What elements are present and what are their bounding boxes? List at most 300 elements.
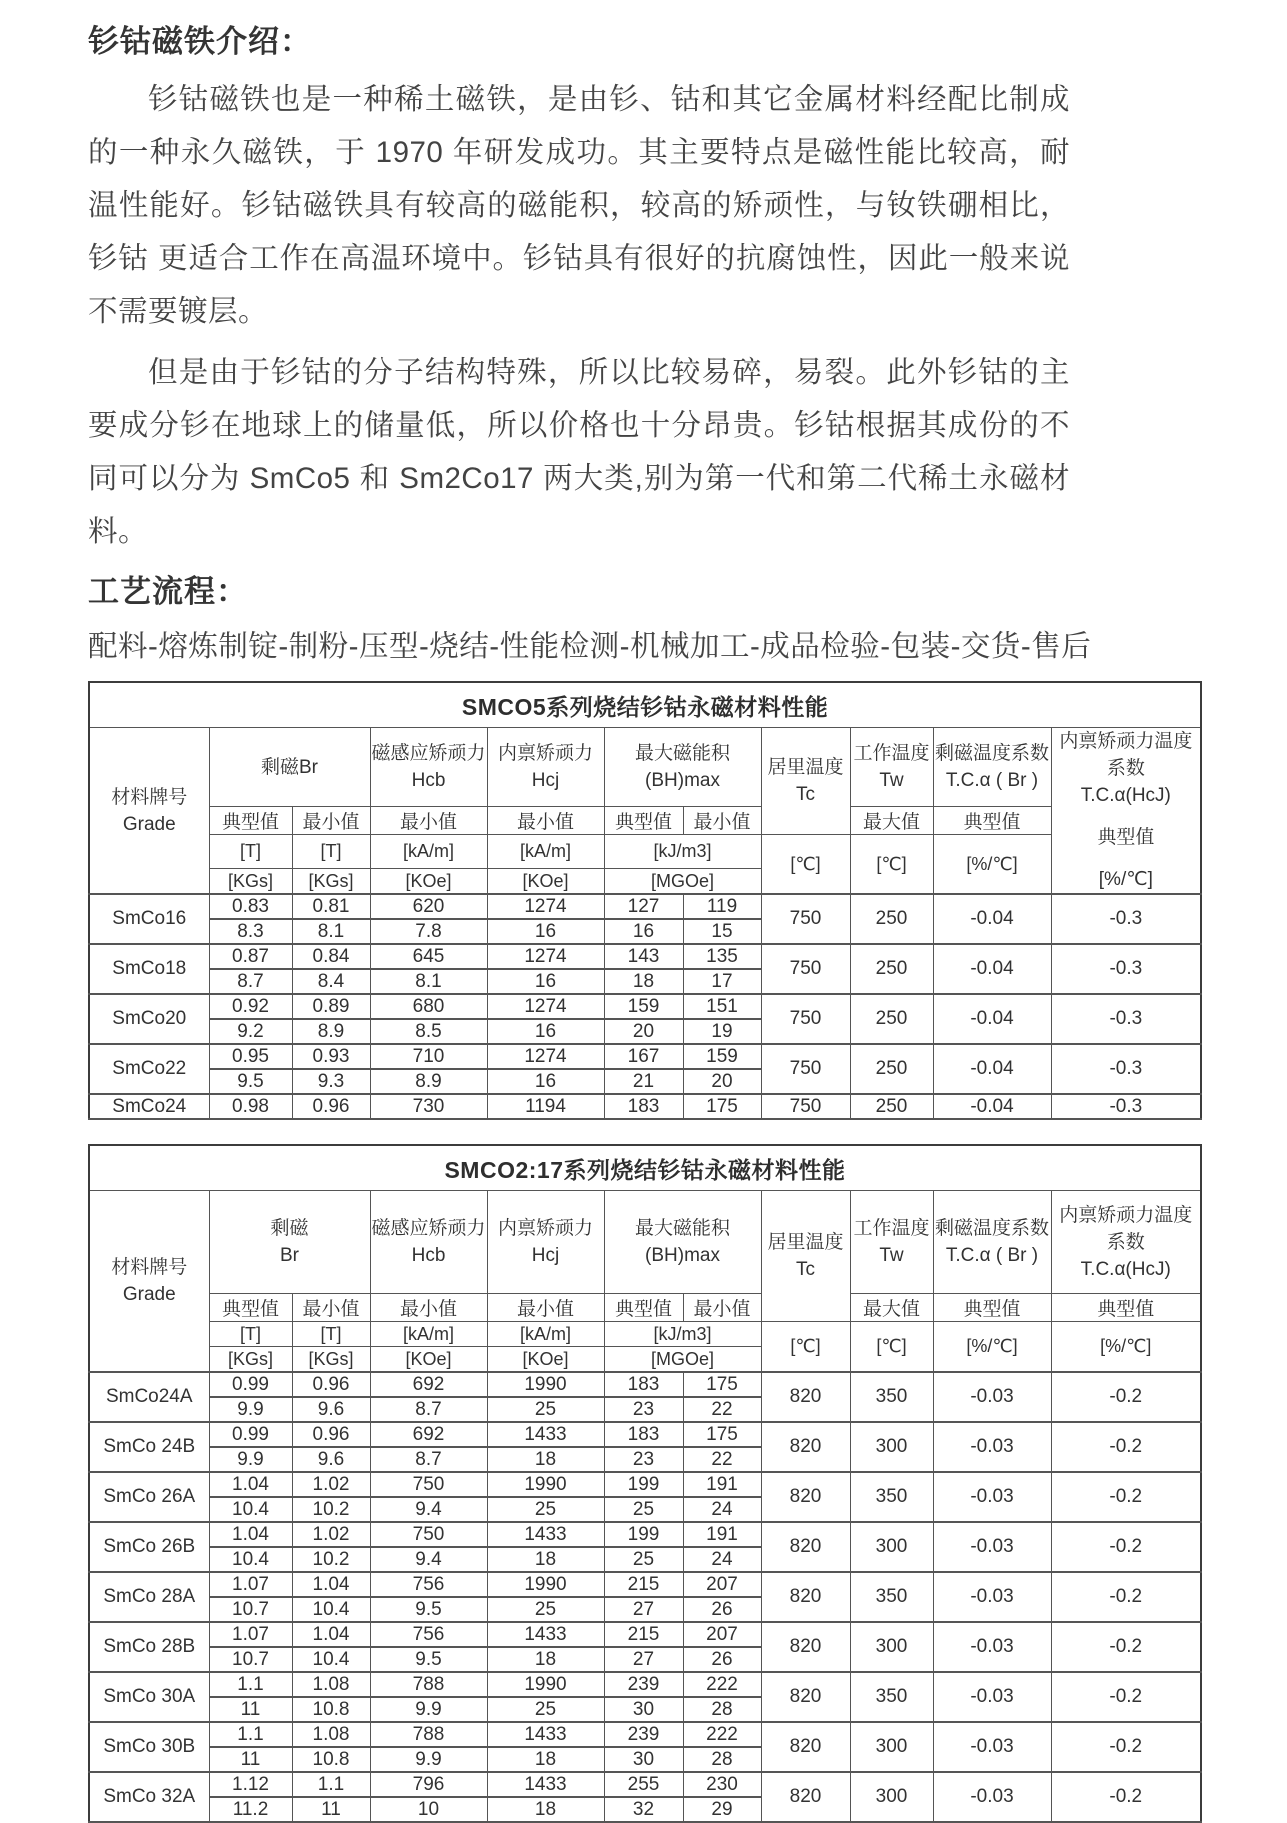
grade-cell: SmCo24A — [89, 1372, 209, 1422]
unit-cell: [kJ/m3] — [604, 835, 761, 869]
value-cell: 222 — [683, 1722, 761, 1747]
unit-cell: [MGOe] — [604, 869, 761, 895]
value-cell: 9.5 — [209, 1069, 292, 1094]
value-cell: -0.2 — [1051, 1622, 1201, 1672]
table-row — [89, 994, 1201, 1019]
header-grade — [89, 728, 209, 895]
subheader-cell: 典型值 — [1051, 1294, 1201, 1322]
value-cell: 16 — [487, 1069, 604, 1094]
value-cell: -0.04 — [933, 1094, 1051, 1119]
header-bhmax — [604, 728, 761, 807]
value-cell: 1433 — [487, 1522, 604, 1547]
value-cell: 26 — [683, 1597, 761, 1622]
value-cell: 0.89 — [292, 994, 370, 1019]
value-cell: 18 — [487, 1797, 604, 1822]
header-line: 工作温度 — [853, 743, 930, 764]
value-cell: 1.08 — [292, 1722, 370, 1747]
unit-row-si — [89, 835, 1201, 869]
header-line: 居里温度 — [767, 1232, 844, 1253]
value-cell: 167 — [604, 1044, 683, 1069]
value-cell: 1433 — [487, 1622, 604, 1647]
header-bhmax — [604, 1191, 761, 1294]
value-cell: -0.04 — [933, 944, 1051, 994]
header-hcb — [370, 1191, 487, 1294]
value-cell: -0.03 — [933, 1572, 1051, 1622]
value-cell: 0.81 — [292, 894, 370, 919]
unit-cell: [kA/m] — [487, 835, 604, 869]
header-hcj — [487, 1191, 604, 1294]
value-cell: -0.2 — [1051, 1422, 1201, 1472]
value-cell: 350 — [850, 1572, 933, 1622]
value-cell: -0.2 — [1051, 1722, 1201, 1772]
value-cell: 820 — [761, 1372, 850, 1422]
value-cell: 199 — [604, 1522, 683, 1547]
process-heading: 工艺流程： — [88, 574, 248, 609]
table-row — [89, 1472, 1201, 1497]
value-cell: 1990 — [487, 1572, 604, 1597]
value-cell: 0.99 — [209, 1422, 292, 1447]
header-line: Tw — [879, 1245, 904, 1266]
value-cell: 10.4 — [292, 1647, 370, 1672]
value-cell: 28 — [683, 1697, 761, 1722]
value-cell: 300 — [850, 1422, 933, 1472]
value-cell: 750 — [761, 944, 850, 994]
value-cell: 9.2 — [209, 1019, 292, 1044]
value-cell: 20 — [604, 1019, 683, 1044]
grade-cell: SmCo 24B — [89, 1422, 209, 1472]
value-cell: -0.3 — [1051, 994, 1201, 1044]
value-cell: 15 — [683, 919, 761, 944]
table-row — [89, 1422, 1201, 1447]
value-cell: 32 — [604, 1797, 683, 1822]
intro-paragraph-2: 但是由于钐钴的分子结构特殊，所以比较易碎，易裂。此外钐钴的主要成分钐在地球上的储量低，所以价格也十分昂贵。钐钴根据其成份的不同可以分为 SmCo5 和 Sm2Co17 两大类,别为第一代和第二代稀土永磁材料。 — [88, 356, 1070, 548]
value-cell: 0.96 — [292, 1422, 370, 1447]
value-cell: 1433 — [487, 1422, 604, 1447]
smco5-table — [88, 681, 1202, 1120]
value-cell: 796 — [370, 1772, 487, 1797]
subheader-cell: 典型值 — [604, 1294, 683, 1322]
value-cell: 175 — [683, 1094, 761, 1119]
table-gap — [88, 1120, 1200, 1144]
subheader-cell: 典型值 — [209, 1294, 292, 1322]
header-line: T.C.α(HcJ) — [1080, 785, 1171, 806]
value-cell: 1.1 — [209, 1722, 292, 1747]
grade-cell: SmCo 28B — [89, 1622, 209, 1672]
grade-cell: SmCo18 — [89, 944, 209, 994]
value-cell: 207 — [683, 1622, 761, 1647]
value-cell: 183 — [604, 1422, 683, 1447]
unit-cell: [KOe] — [370, 869, 487, 895]
value-cell: 300 — [850, 1522, 933, 1572]
value-cell: 300 — [850, 1622, 933, 1672]
value-cell: 250 — [850, 944, 933, 994]
value-cell: 25 — [487, 1697, 604, 1722]
value-cell: 175 — [683, 1422, 761, 1447]
value-cell: 23 — [604, 1447, 683, 1472]
value-cell: 0.99 — [209, 1372, 292, 1397]
header-grade — [89, 1191, 209, 1373]
value-cell: 300 — [850, 1772, 933, 1822]
header-hcb — [370, 728, 487, 807]
value-cell: 25 — [604, 1547, 683, 1572]
value-cell: 175 — [683, 1372, 761, 1397]
header-line: 典型值 — [1097, 827, 1155, 848]
table-title: SMCO2:17系列烧结钐钴永磁材料性能 — [89, 1145, 1201, 1191]
value-cell: 692 — [370, 1422, 487, 1447]
value-cell: 250 — [850, 1094, 933, 1119]
header-line: 内禀矫顽力温度系数 — [1059, 731, 1193, 779]
header-tcbr — [933, 1191, 1051, 1294]
unit-cell: [KGs] — [209, 869, 292, 895]
value-cell: 135 — [683, 944, 761, 969]
table-row — [89, 1672, 1201, 1697]
value-cell: 10.2 — [292, 1547, 370, 1572]
value-cell: 750 — [370, 1472, 487, 1497]
value-cell: 151 — [683, 994, 761, 1019]
grade-cell: SmCo16 — [89, 894, 209, 944]
value-cell: 350 — [850, 1372, 933, 1422]
value-cell: 22 — [683, 1447, 761, 1472]
value-cell: -0.2 — [1051, 1772, 1201, 1822]
unit-cell: [℃] — [850, 835, 933, 895]
value-cell: 250 — [850, 994, 933, 1044]
value-cell: 20 — [683, 1069, 761, 1094]
value-cell: 8.1 — [292, 919, 370, 944]
value-cell: 10.4 — [209, 1547, 292, 1572]
value-cell: 1433 — [487, 1722, 604, 1747]
header-line: 材料牌号 — [111, 1257, 188, 1278]
value-cell: 750 — [370, 1522, 487, 1547]
unit-cell: [kA/m] — [370, 835, 487, 869]
table-row — [89, 894, 1201, 919]
header-line: 磁感应矫顽力 — [371, 1218, 486, 1239]
table-title-row — [89, 1145, 1201, 1191]
value-cell: 820 — [761, 1572, 850, 1622]
value-cell: 17 — [683, 969, 761, 994]
header-line: T.C.α ( Br ) — [945, 1245, 1039, 1266]
grade-cell: SmCo20 — [89, 994, 209, 1044]
value-cell: 10.8 — [292, 1747, 370, 1772]
header-tcbr — [933, 728, 1051, 807]
value-cell: 183 — [604, 1372, 683, 1397]
value-cell: 9.5 — [370, 1597, 487, 1622]
header-br — [209, 1191, 370, 1294]
value-cell: 239 — [604, 1672, 683, 1697]
value-cell: -0.3 — [1051, 1044, 1201, 1094]
value-cell: 788 — [370, 1722, 487, 1747]
unit-cell: [%/℃] — [933, 835, 1051, 895]
value-cell: 8.9 — [292, 1019, 370, 1044]
header-line: 内禀矫顽力温度系数 — [1059, 1204, 1193, 1253]
subheader-row — [89, 1294, 1201, 1322]
header-line: 最大磁能积 — [634, 1218, 730, 1239]
header-line: Grade — [122, 813, 176, 835]
unit-cell: [T] — [292, 1322, 370, 1347]
header-line: (BH)max — [645, 770, 720, 791]
unit-cell: [KGs] — [292, 1347, 370, 1373]
unit-row-si — [89, 1322, 1201, 1347]
subheader-cell: 最小值 — [487, 807, 604, 835]
grade-cell: SmCo24 — [89, 1094, 209, 1119]
header-line: 内禀矫顽力 — [497, 743, 593, 764]
value-cell: 9.3 — [292, 1069, 370, 1094]
value-cell: 1274 — [487, 894, 604, 919]
value-cell: 692 — [370, 1372, 487, 1397]
unit-cell: [KOe] — [370, 1347, 487, 1373]
value-cell: 1.08 — [292, 1672, 370, 1697]
header-line: 最大磁能积 — [634, 743, 730, 764]
value-cell: -0.03 — [933, 1422, 1051, 1472]
value-cell: 1990 — [487, 1672, 604, 1697]
header-tc — [761, 1191, 850, 1322]
value-cell: 22 — [683, 1397, 761, 1422]
header-line: Hcj — [531, 770, 560, 791]
value-cell: 10.2 — [292, 1497, 370, 1522]
header-line: 剩磁 — [270, 1218, 309, 1239]
value-cell: 23 — [604, 1397, 683, 1422]
value-cell: -0.03 — [933, 1672, 1051, 1722]
value-cell: 230 — [683, 1772, 761, 1797]
value-cell: 16 — [487, 1019, 604, 1044]
value-cell: 222 — [683, 1672, 761, 1697]
header-line: 工作温度 — [853, 1218, 930, 1239]
value-cell: 820 — [761, 1772, 850, 1822]
value-cell: -0.03 — [933, 1622, 1051, 1672]
subheader-row — [89, 807, 1201, 835]
value-cell: 191 — [683, 1522, 761, 1547]
header-line: Hcb — [411, 770, 446, 791]
value-cell: -0.04 — [933, 894, 1051, 944]
header-line: [%/℃] — [1098, 869, 1153, 890]
header-row — [89, 1191, 1201, 1294]
value-cell: 30 — [604, 1697, 683, 1722]
value-cell: 24 — [683, 1497, 761, 1522]
value-cell: -0.03 — [933, 1722, 1051, 1772]
header-line: 磁感应矫顽力 — [371, 743, 486, 764]
unit-cell: [KOe] — [487, 1347, 604, 1373]
value-cell: 1.12 — [209, 1772, 292, 1797]
value-cell: 1.04 — [292, 1572, 370, 1597]
value-cell: -0.3 — [1051, 1094, 1201, 1119]
value-cell: -0.2 — [1051, 1372, 1201, 1422]
value-cell: 750 — [761, 894, 850, 944]
value-cell: 9.6 — [292, 1397, 370, 1422]
value-cell: 1990 — [487, 1372, 604, 1397]
table-title: SMCO5系列烧结钐钴永磁材料性能 — [89, 682, 1201, 728]
unit-cell: [℃] — [761, 1322, 850, 1373]
header-line: Hcb — [411, 1245, 446, 1266]
value-cell: -0.3 — [1051, 894, 1201, 944]
value-cell: 18 — [487, 1447, 604, 1472]
value-cell: 9.9 — [209, 1447, 292, 1472]
value-cell: 756 — [370, 1572, 487, 1597]
unit-cell: [T] — [209, 1322, 292, 1347]
unit-cell: [kA/m] — [370, 1322, 487, 1347]
header-line: Tw — [879, 770, 904, 791]
value-cell: 10 — [370, 1797, 487, 1822]
value-cell: 0.83 — [209, 894, 292, 919]
value-cell: 350 — [850, 1672, 933, 1722]
value-cell: 300 — [850, 1722, 933, 1772]
value-cell: 820 — [761, 1722, 850, 1772]
value-cell: 10.8 — [292, 1697, 370, 1722]
value-cell: 11 — [209, 1747, 292, 1772]
header-line: 剩磁温度系数 — [934, 1218, 1049, 1239]
value-cell: 820 — [761, 1472, 850, 1522]
value-cell: 730 — [370, 1094, 487, 1119]
value-cell: 8.1 — [370, 969, 487, 994]
value-cell: -0.03 — [933, 1522, 1051, 1572]
table-row — [89, 944, 1201, 969]
header-line: Tc — [796, 784, 815, 805]
value-cell: 9.9 — [209, 1397, 292, 1422]
header-line: Hcj — [531, 1245, 560, 1266]
value-cell: 10.4 — [292, 1597, 370, 1622]
subheader-cell: 最小值 — [370, 807, 487, 835]
value-cell: 18 — [604, 969, 683, 994]
value-cell: 18 — [487, 1747, 604, 1772]
grade-cell: SmCo 32A — [89, 1772, 209, 1822]
value-cell: 159 — [604, 994, 683, 1019]
header-tw — [850, 728, 933, 807]
subheader-cell: 最小值 — [683, 1294, 761, 1322]
value-cell: 1.04 — [209, 1472, 292, 1497]
table-row — [89, 1372, 1201, 1397]
unit-cell: [KGs] — [209, 1347, 292, 1373]
value-cell: 756 — [370, 1622, 487, 1647]
value-cell: 8.5 — [370, 1019, 487, 1044]
table-row — [89, 1772, 1201, 1797]
value-cell: 1.1 — [292, 1772, 370, 1797]
header-line: T.C.α ( Br ) — [945, 770, 1039, 791]
value-cell: 25 — [487, 1497, 604, 1522]
table-row — [89, 1044, 1201, 1069]
header-tw — [850, 1191, 933, 1294]
subheader-cell: 最小值 — [292, 1294, 370, 1322]
value-cell: 820 — [761, 1622, 850, 1672]
header-tchcj — [1051, 1191, 1201, 1294]
header-br: 剩磁Br — [209, 728, 370, 807]
subheader-cell: 最大值 — [850, 1294, 933, 1322]
value-cell: 9.4 — [370, 1547, 487, 1572]
value-cell: 11 — [209, 1697, 292, 1722]
value-cell: 1.04 — [292, 1622, 370, 1647]
value-cell: 16 — [604, 919, 683, 944]
value-cell: 620 — [370, 894, 487, 919]
header-line: 剩磁温度系数 — [934, 743, 1049, 764]
value-cell: 0.93 — [292, 1044, 370, 1069]
unit-cell: [KGs] — [292, 869, 370, 895]
value-cell: 1.1 — [209, 1672, 292, 1697]
value-cell: 29 — [683, 1797, 761, 1822]
value-cell: 11 — [292, 1797, 370, 1822]
value-cell: 0.95 — [209, 1044, 292, 1069]
grade-cell: SmCo22 — [89, 1044, 209, 1094]
value-cell: 27 — [604, 1647, 683, 1672]
header-line: Br — [280, 1245, 299, 1266]
table-row — [89, 1622, 1201, 1647]
value-cell: -0.2 — [1051, 1472, 1201, 1522]
unit-cell: [T] — [292, 835, 370, 869]
value-cell: 24 — [683, 1547, 761, 1572]
grade-cell: SmCo 30B — [89, 1722, 209, 1772]
header-line: T.C.α(HcJ) — [1080, 1258, 1171, 1280]
value-cell: 127 — [604, 894, 683, 919]
value-cell: 16 — [487, 969, 604, 994]
value-cell: 27 — [604, 1597, 683, 1622]
value-cell: 680 — [370, 994, 487, 1019]
subheader-cell: 最小值 — [370, 1294, 487, 1322]
value-cell: 1274 — [487, 944, 604, 969]
header-line: 居里温度 — [767, 757, 844, 778]
value-cell: 191 — [683, 1472, 761, 1497]
value-cell: 11.2 — [209, 1797, 292, 1822]
value-cell: 159 — [683, 1044, 761, 1069]
table-row — [89, 1572, 1201, 1597]
unit-cell: [kJ/m3] — [604, 1322, 761, 1347]
value-cell: -0.3 — [1051, 944, 1201, 994]
value-cell: 1194 — [487, 1094, 604, 1119]
smco217-table — [88, 1144, 1202, 1823]
value-cell: 0.84 — [292, 944, 370, 969]
value-cell: 9.5 — [370, 1647, 487, 1672]
value-cell: -0.04 — [933, 1044, 1051, 1094]
value-cell: 9.9 — [370, 1697, 487, 1722]
header-line: 材料牌号 — [111, 786, 188, 808]
value-cell: -0.03 — [933, 1372, 1051, 1422]
subheader-cell: 最小值 — [292, 807, 370, 835]
process-flow: 配料-熔炼制锭-制粉-压型-烧结-性能检测-机械加工-成品检验-包装-交货-售后 — [88, 630, 1092, 663]
value-cell: 0.96 — [292, 1094, 370, 1119]
value-cell: 8.7 — [370, 1397, 487, 1422]
value-cell: 10.7 — [209, 1597, 292, 1622]
value-cell: 1.07 — [209, 1572, 292, 1597]
value-cell: 18 — [487, 1547, 604, 1572]
value-cell: 207 — [683, 1572, 761, 1597]
value-cell: 750 — [761, 1094, 850, 1119]
value-cell: 18 — [487, 1647, 604, 1672]
unit-cell: [T] — [209, 835, 292, 869]
unit-cell: [MGOe] — [604, 1347, 761, 1373]
value-cell: 119 — [683, 894, 761, 919]
value-cell: 1990 — [487, 1472, 604, 1497]
unit-cell: [%/℃] — [933, 1322, 1051, 1373]
value-cell: 28 — [683, 1747, 761, 1772]
value-cell: 350 — [850, 1472, 933, 1522]
unit-cell: [℃] — [850, 1322, 933, 1373]
value-cell: 0.87 — [209, 944, 292, 969]
unit-cell: [%/℃] — [1051, 1322, 1201, 1373]
subheader-cell: 典型值 — [933, 1294, 1051, 1322]
value-cell: 1274 — [487, 1044, 604, 1069]
value-cell: -0.2 — [1051, 1522, 1201, 1572]
header-hcj — [487, 728, 604, 807]
unit-cell: [kA/m] — [487, 1322, 604, 1347]
value-cell: 30 — [604, 1747, 683, 1772]
value-cell: 143 — [604, 944, 683, 969]
value-cell: 255 — [604, 1772, 683, 1797]
header-line: (BH)max — [645, 1245, 720, 1266]
value-cell: 183 — [604, 1094, 683, 1119]
grade-cell: SmCo 26A — [89, 1472, 209, 1522]
header-line: Grade — [122, 1284, 176, 1305]
value-cell: 10.7 — [209, 1647, 292, 1672]
value-cell: -0.03 — [933, 1472, 1051, 1522]
value-cell: 215 — [604, 1572, 683, 1597]
value-cell: 19 — [683, 1019, 761, 1044]
value-cell: 7.8 — [370, 919, 487, 944]
value-cell: 239 — [604, 1722, 683, 1747]
